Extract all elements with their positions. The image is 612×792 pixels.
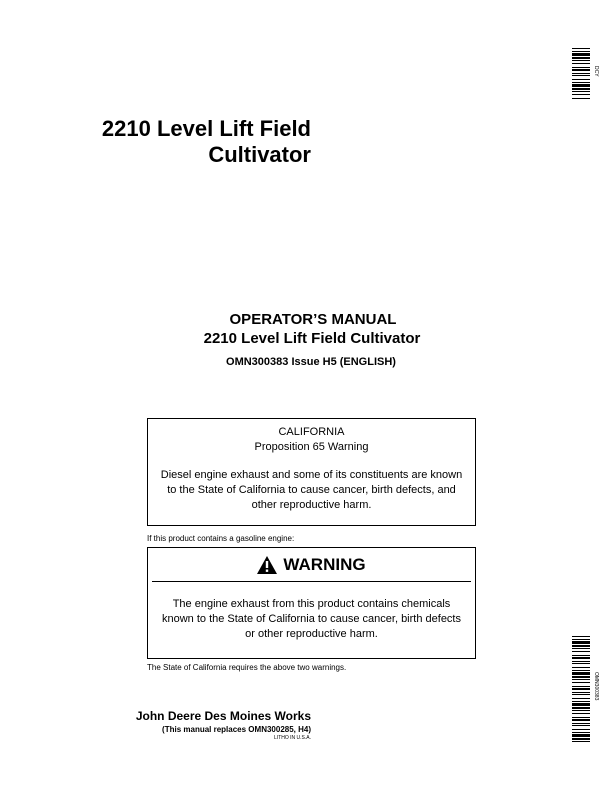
title-line-1: 2210 Level Lift Field bbox=[101, 116, 311, 141]
warning-triangle-icon bbox=[257, 556, 277, 574]
warning-header bbox=[152, 548, 471, 582]
manual-info bbox=[0, 310, 612, 369]
engine-warning-box bbox=[147, 547, 476, 659]
requires-note: The State of California requires the above two warnings. bbox=[147, 663, 347, 672]
footer bbox=[136, 708, 311, 742]
gasoline-note: If this product contains a gasoline engine: bbox=[147, 534, 295, 543]
top-barcode bbox=[572, 48, 599, 100]
barcode-bar bbox=[572, 742, 590, 744]
top-barcode-bars bbox=[572, 48, 590, 100]
bottom-barcode bbox=[572, 636, 599, 744]
proposition-65-subtitle: Proposition 65 Warning bbox=[254, 441, 369, 453]
manual-issue: OMN300383 Issue H5 (ENGLISH) bbox=[226, 356, 396, 368]
replaces-note: (This manual replaces OMN300285, H4) bbox=[162, 725, 311, 734]
company-name: John Deere Des Moines Works bbox=[135, 709, 311, 723]
bottom-barcode-label: OMN300383 bbox=[593, 672, 599, 701]
california-heading: CALIFORNIA bbox=[278, 426, 345, 438]
warning-label: WARNING bbox=[283, 554, 366, 574]
litho-note: LITHO IN U.S.A. bbox=[274, 735, 311, 741]
manual-heading: OPERATOR’S MANUAL bbox=[229, 311, 397, 328]
manual-product: 2210 Level Lift Field Cultivator bbox=[203, 330, 421, 347]
bottom-barcode-bars bbox=[572, 636, 590, 744]
california-warning-text: Diesel engine exhaust and some of its constituents are known to the State of California to cause cancer, birth defects, and other reproductive harm. bbox=[160, 469, 463, 511]
warning-text: The engine exhaust from this product contains chemicals known to the State of California to cause cancer, birth defects or other reproductive harm. bbox=[161, 598, 461, 640]
barcode-bar bbox=[572, 99, 590, 100]
title-line-2: Cultivator bbox=[208, 142, 311, 167]
top-barcode-label: DCY bbox=[593, 66, 599, 77]
document-title bbox=[102, 116, 311, 168]
california-warning-box bbox=[147, 418, 476, 526]
